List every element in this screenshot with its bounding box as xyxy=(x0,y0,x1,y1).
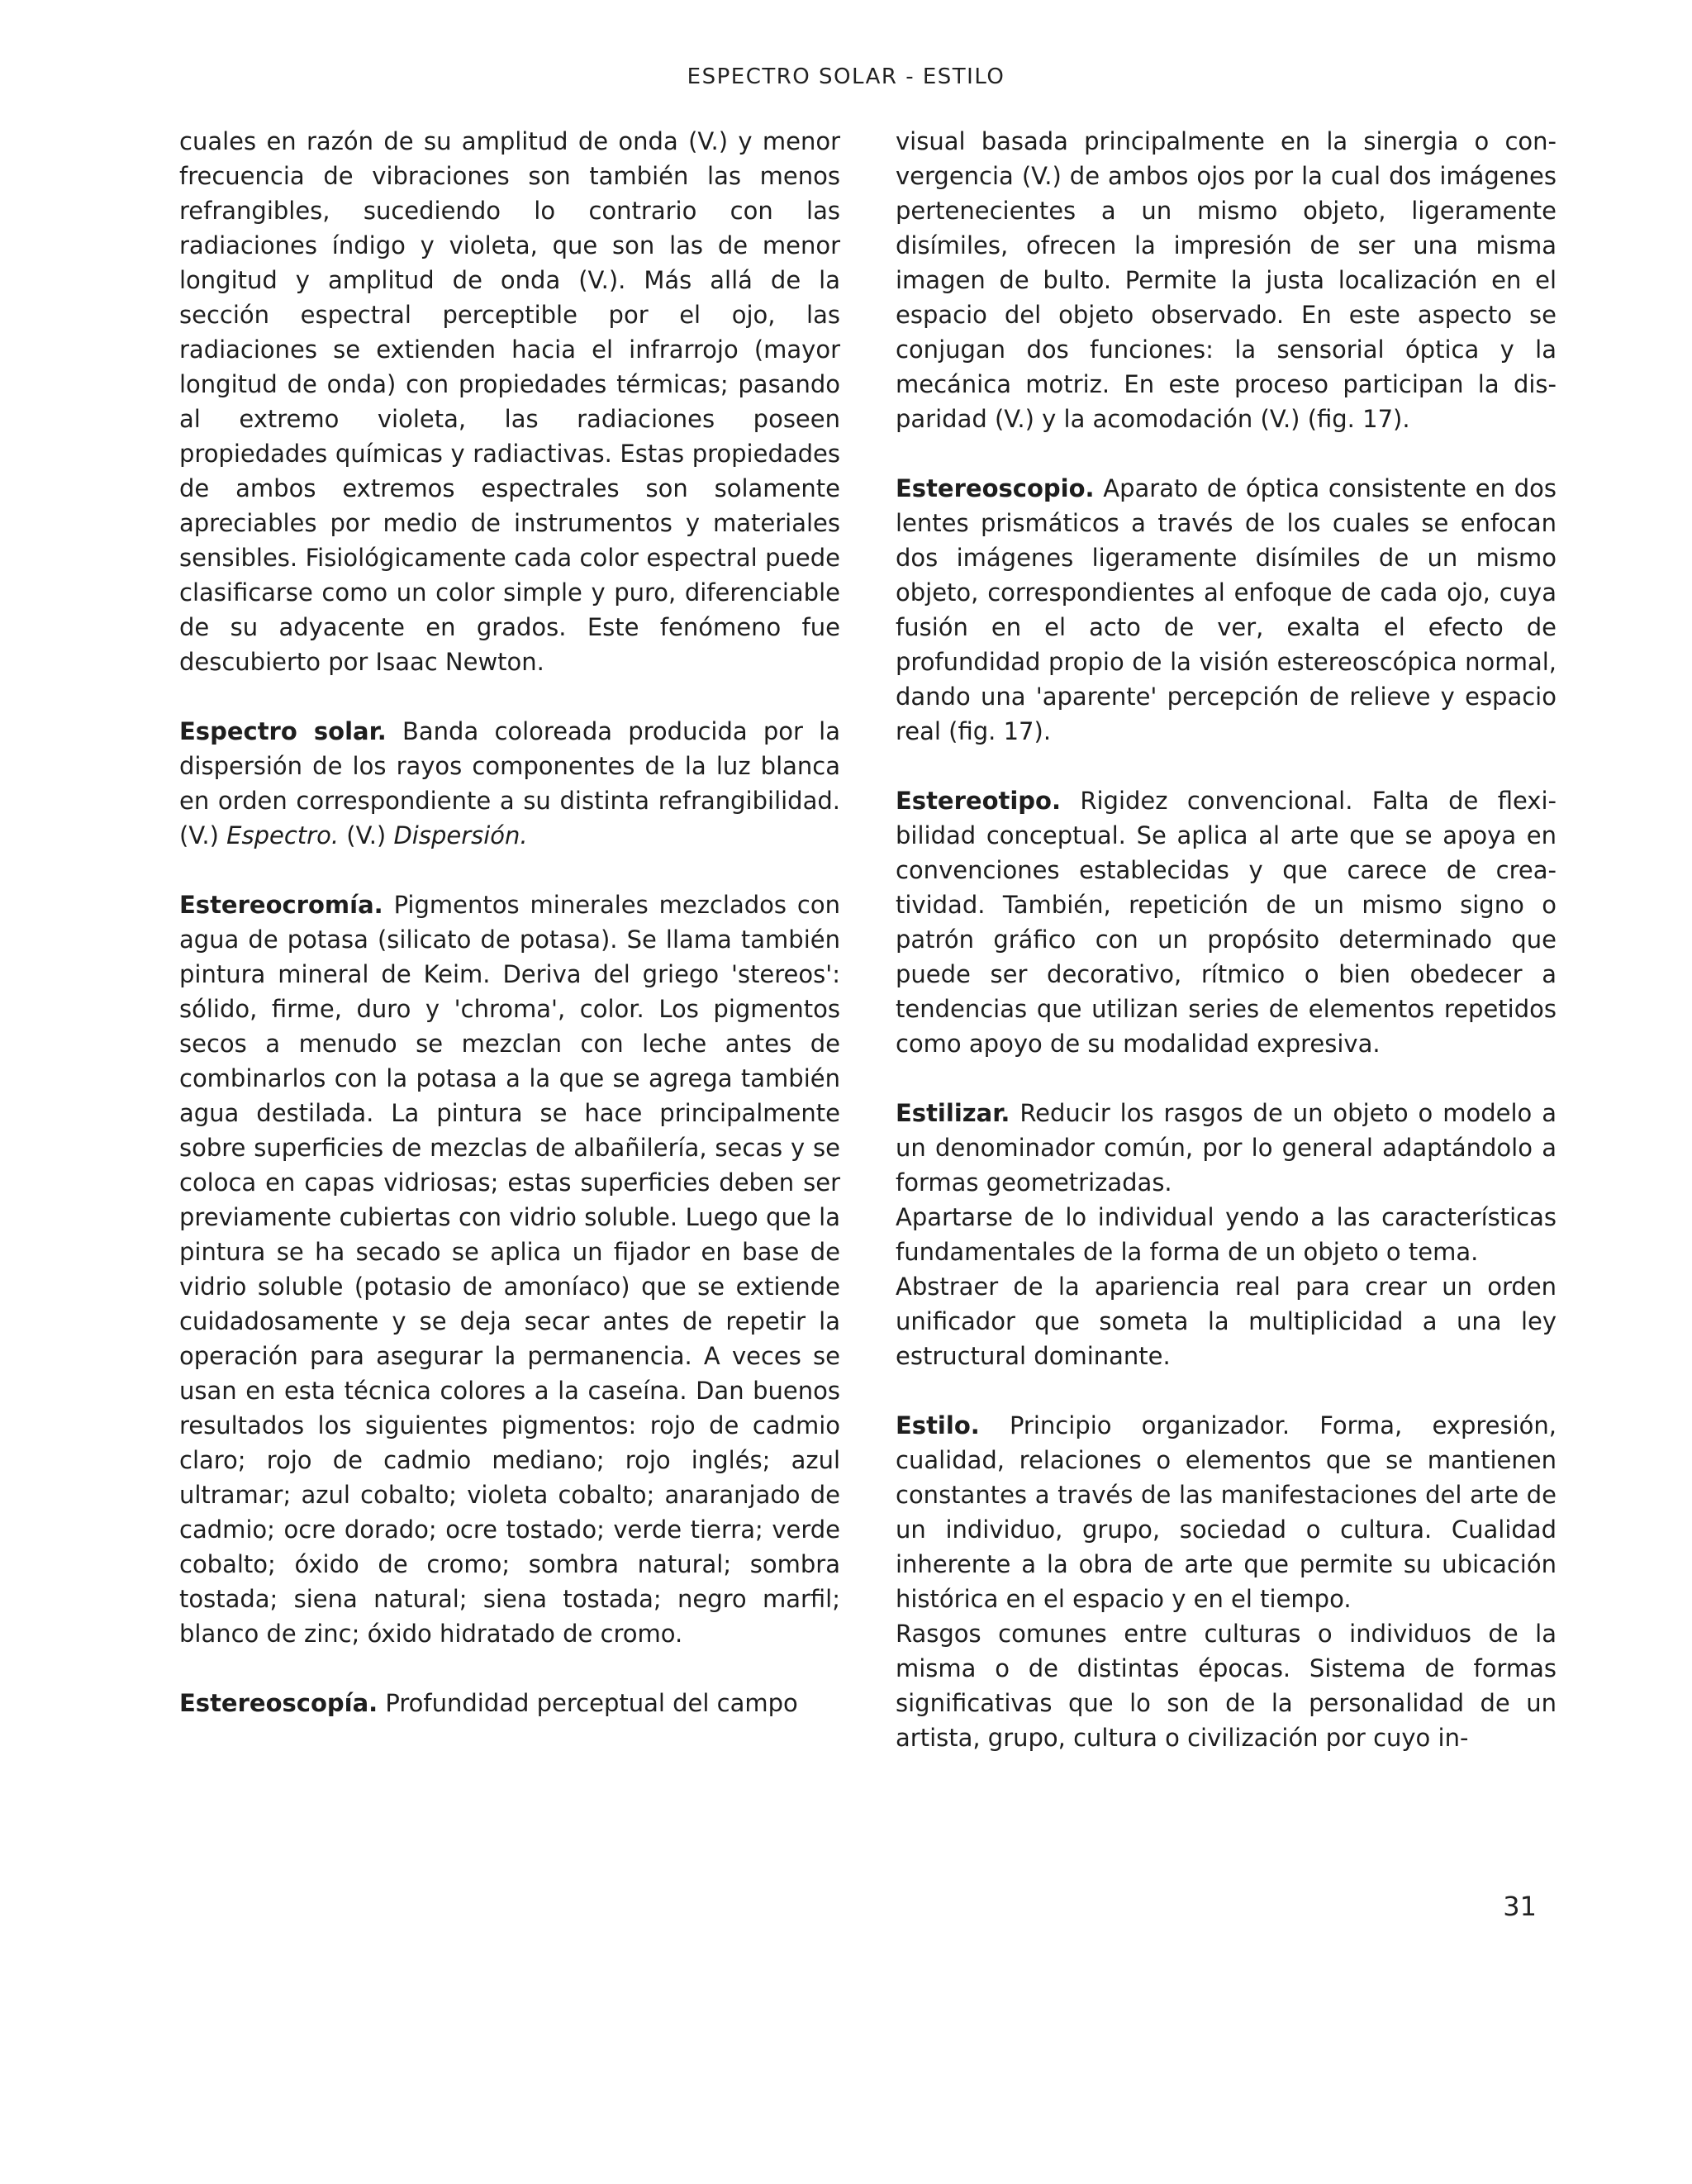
entry-estilo xyxy=(896,1408,1557,1755)
entry-estereotipo xyxy=(896,783,1557,1061)
entry-definition: Reducir los rasgos de un objeto o modelo a un denominador común, por lo general adaptándolo a formas geometrizadas. xyxy=(896,1099,1557,1197)
entry-definition: Pigmentos minerales mezclados con agua de potasa (silicato de potasa). Se llama también pintura mineral de Keim. Deriva del griego 'stereos': sólido, firme, duro y 'chroma', color. Los pigmentos secos a menudo se mezclan con leche antes de combinarlos con la potasa a la que se agrega también agua destilada. La pintura se hace principalmente sobre superficies de mezclas de albañilería, secas y se coloca en capas vidriosas; estas superficies deben ser previamente cubiertas con vidrio soluble. Luego que la pintura se ha secado se aplica un fijador en base de vidrio soluble (potasio de amoníaco) que se extiende cuidadosamente y se deja secar antes de repetir la operación para asegurar la permanencia. A veces se usan en esta técnica colores a la caseína. Dan buenos resultados los siguientes pigmentos: rojo de cadmio claro; rojo de cadmio mediano; rojo inglés; azul ultramar; azul cobalto; violeta cobalto; anaranjado de cadmio; ocre dorado; ocre tostado; verde tierra; verde cobalto; óxido de cromo; sombra natural; sombra tostada; siena natural; siena tostada; negro marfil; blanco de zinc; óxido hidratado de cromo. xyxy=(179,891,840,1648)
entry-estereoscopia xyxy=(179,1686,840,1720)
continuation-text: visual basada principalmente en la sinergia o convergencia (V.) de ambos ojos por la cual dos imágenes pertenecientes a un mismo objeto, ligeramente disímiles, ofrecen la impresión de ser una misma imagen de bulto. Permite la justa localización en el espacio del objeto observado. En este aspecto se conjugan dos funciones: la sensorial óptica y la mecánica motriz. En este proceso participan la disparidad (V.) y la acomodación (V.) (fig. 17). xyxy=(896,127,1557,433)
cross-reference: Espectro. xyxy=(226,821,340,849)
entry-estereoscopio xyxy=(896,471,1557,749)
entry-paragraph-2: Apartarse de lo individual yendo a las características fundamentales de la forma de un objeto o tema. xyxy=(896,1203,1557,1266)
right-column xyxy=(896,124,1557,1790)
entry-definition: Aparato de óptica consistente en dos lentes prismáticos a través de los cuales se enfocan dos imágenes ligeramente disímiles de un mismo objeto, correspondientes al enfoque de cada ojo, cuya fusión en el acto de ver, exalta el efecto de profundidad propio de la visión estereoscópica normal, dando una 'aparente' percepción de relieve y espacio real (fig. 17). xyxy=(896,474,1557,745)
running-header: ESPECTRO SOLAR - ESTILO xyxy=(687,64,1005,89)
entry-definition: Profundidad perceptual del campo xyxy=(378,1689,798,1717)
entry-paragraph xyxy=(179,1686,840,1720)
entry-term: Espectro solar. xyxy=(179,717,387,745)
cross-reference: Dispersión. xyxy=(393,821,528,849)
entry-espectro-solar xyxy=(179,714,840,853)
entry-term: Estereotipo. xyxy=(896,787,1061,815)
entry-term: Estereoscopio. xyxy=(896,474,1095,502)
entry-definition: Banda coloreada producida por la dispersión de los rayos componentes de la luz blanca en orden correspondiente a su distinta refrangibilidad. (V.) xyxy=(179,717,840,849)
entry-paragraph-3: Abstraer de la apariencia real para crear un orden unificador que someta la multiplicidad a una ley estructural dominante. xyxy=(896,1273,1557,1370)
entry-continuation-left xyxy=(179,124,840,679)
entry-estilizar xyxy=(896,1096,1557,1373)
left-column xyxy=(179,124,840,1755)
entry-paragraph xyxy=(896,1096,1557,1200)
entry-continuation-right xyxy=(896,124,1557,436)
entry-term: Estilo. xyxy=(896,1411,980,1439)
continuation-text: cuales en razón de su amplitud de onda (V.) y menor frecuencia de vibraciones son también las menos refrangibles, sucediendo lo contrario con las radiaciones índigo y violeta, que son las de menor longitud y amplitud de onda (V.). Más allá de la sección espectral perceptible por el ojo, las radiaciones se extienden hacia el infrarrojo (mayor longitud de onda) con propiedades térmicas; pasando al extremo violeta, las radiaciones poseen propiedades químicas y radiactivas. Estas propiedades de ambos extremos espectrales son solamente apreciables por medio de instrumentos y materiales sensibles. Fisiológicamente cada color espectral puede clasificarse como un color simple y puro, diferenciable de su adyacente en grados. Este fenómeno fue descubierto por Isaac Newton. xyxy=(179,127,840,676)
entry-paragraph xyxy=(896,1408,1557,1616)
entry-term: Estereoscopía. xyxy=(179,1689,378,1717)
entry-definition: Principio organizador. Forma, expresión, cualidad, relaciones o elementos que se mantienen constantes a través de las manifestaciones del arte de un individuo, grupo, sociedad o cultura. Cualidad inherente a la obra de arte que permite su ubicación histórica en el espacio y en el tiempo. xyxy=(896,1411,1557,1613)
entry-term: Estilizar. xyxy=(896,1099,1010,1127)
entry-paragraph xyxy=(896,783,1557,1061)
entry-paragraph xyxy=(179,714,840,853)
entry-estereocromia xyxy=(179,887,840,1651)
entry-paragraph-2: Rasgos comunes entre culturas o individuos de la misma o de distintas épocas. Sistema de formas significativas que lo son de la personalidad de un artista, grupo, cultura o civilización por cuyo in- xyxy=(896,1620,1557,1752)
entry-definition-mid: (V.) xyxy=(339,821,394,849)
entry-term: Estereocromía. xyxy=(179,891,383,919)
page-number: 31 xyxy=(1503,1891,1537,1922)
entry-paragraph xyxy=(179,887,840,1651)
entry-definition: Rigidez convencional. Falta de flexibilidad conceptual. Se aplica al arte que se apoya en convenciones establecidas y que carece de creatividad. También, repetición de un mismo signo o patrón gráfico con un propósito determinado que puede ser decorativo, rítmico o bien obedecer a tendencias que utilizan series de elementos repetidos como apoyo de su modalidad expresiva. xyxy=(896,787,1557,1058)
entry-paragraph xyxy=(896,471,1557,749)
